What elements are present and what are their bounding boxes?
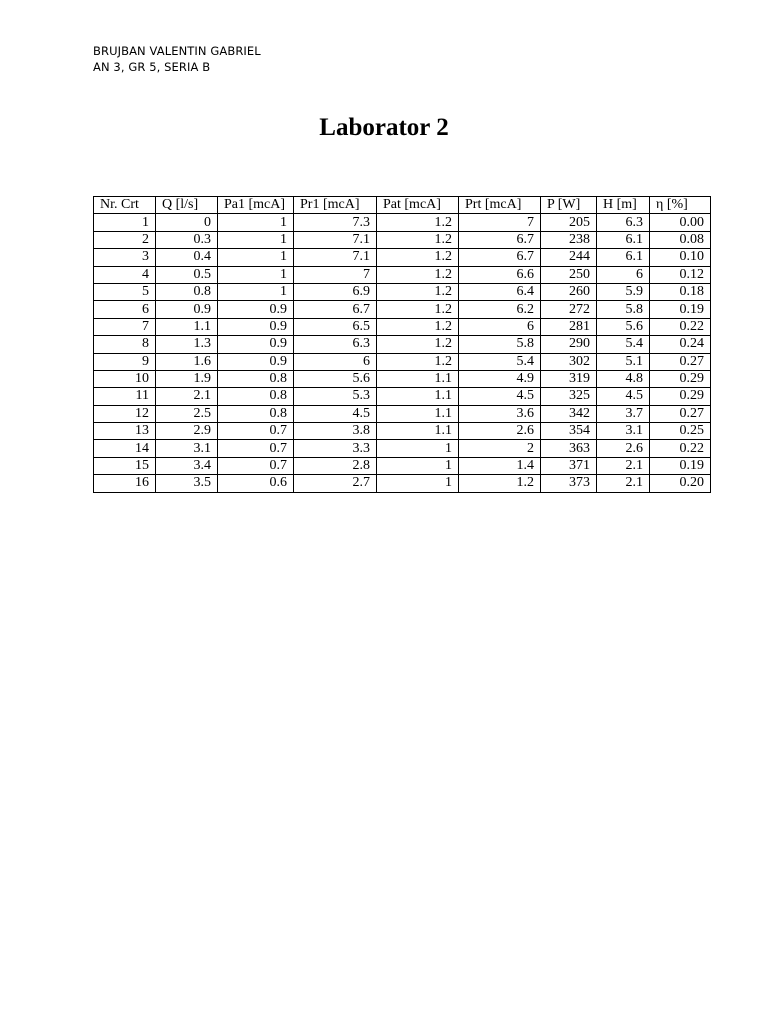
table-row <box>94 214 711 231</box>
table-cell: 1 <box>377 440 459 457</box>
table-cell: 373 <box>541 475 597 492</box>
table-cell: 2.8 <box>294 457 377 474</box>
table-cell: 6.5 <box>294 318 377 335</box>
column-header: Pa1 [mcA] <box>218 197 294 214</box>
table-body <box>94 214 711 492</box>
table-cell: 6.6 <box>459 266 541 283</box>
table-cell: 2 <box>459 440 541 457</box>
table-cell: 1 <box>218 283 294 300</box>
table-cell: 6.1 <box>597 249 650 266</box>
column-header: Nr. Crt <box>94 197 156 214</box>
table-cell: 8 <box>94 336 156 353</box>
table-cell: 0.9 <box>218 353 294 370</box>
table-cell: 16 <box>94 475 156 492</box>
table-cell: 205 <box>541 214 597 231</box>
table-row <box>94 266 711 283</box>
table-cell: 0.22 <box>650 440 711 457</box>
table-cell: 6.4 <box>459 283 541 300</box>
table-cell: 1.4 <box>459 457 541 474</box>
table-cell: 0.25 <box>650 423 711 440</box>
column-header: Pat [mcA] <box>377 197 459 214</box>
table-cell: 5.1 <box>597 353 650 370</box>
table-cell: 7.1 <box>294 231 377 248</box>
table-cell: 1.9 <box>156 370 218 387</box>
table-cell: 371 <box>541 457 597 474</box>
table-cell: 5.6 <box>294 370 377 387</box>
table-cell: 3.7 <box>597 405 650 422</box>
table-cell: 1.2 <box>377 214 459 231</box>
table-cell: 260 <box>541 283 597 300</box>
table-cell: 0.8 <box>156 283 218 300</box>
measurements-table <box>93 196 711 493</box>
table-cell: 342 <box>541 405 597 422</box>
table-cell: 3.4 <box>156 457 218 474</box>
table-row <box>94 353 711 370</box>
table-cell: 7.1 <box>294 249 377 266</box>
table-cell: 7 <box>94 318 156 335</box>
table-cell: 5 <box>94 283 156 300</box>
table-cell: 6.9 <box>294 283 377 300</box>
column-header: Q [l/s] <box>156 197 218 214</box>
table-cell: 0.20 <box>650 475 711 492</box>
table-cell: 2.7 <box>294 475 377 492</box>
table-cell: 4.5 <box>597 388 650 405</box>
table-cell: 0.12 <box>650 266 711 283</box>
column-header: H [m] <box>597 197 650 214</box>
table-cell: 7.3 <box>294 214 377 231</box>
table-cell: 2.1 <box>156 388 218 405</box>
author-header <box>93 43 261 75</box>
table-cell: 6 <box>94 301 156 318</box>
table-cell: 4.8 <box>597 370 650 387</box>
table-row <box>94 231 711 248</box>
table-cell: 0.00 <box>650 214 711 231</box>
table-cell: 1 <box>218 231 294 248</box>
table-cell: 0.24 <box>650 336 711 353</box>
table-cell: 5.8 <box>597 301 650 318</box>
table-cell: 1.2 <box>377 336 459 353</box>
table-cell: 6.7 <box>459 249 541 266</box>
table-cell: 0.7 <box>218 423 294 440</box>
author-name: BRUJBAN VALENTIN GABRIEL <box>93 44 261 58</box>
table-row <box>94 423 711 440</box>
table-row <box>94 249 711 266</box>
table-cell: 2.9 <box>156 423 218 440</box>
table-cell: 1 <box>377 475 459 492</box>
table-header-row <box>94 197 711 214</box>
table-row <box>94 475 711 492</box>
table-cell: 14 <box>94 440 156 457</box>
table-cell: 0.08 <box>650 231 711 248</box>
table-cell: 0.7 <box>218 440 294 457</box>
table-cell: 7 <box>459 214 541 231</box>
table-cell: 354 <box>541 423 597 440</box>
table-cell: 4.9 <box>459 370 541 387</box>
table-cell: 0.5 <box>156 266 218 283</box>
column-header: Pr1 [mcA] <box>294 197 377 214</box>
table-cell: 6.7 <box>294 301 377 318</box>
table-row <box>94 370 711 387</box>
table-cell: 0.7 <box>218 457 294 474</box>
table-row <box>94 405 711 422</box>
table-cell: 5.9 <box>597 283 650 300</box>
table-cell: 250 <box>541 266 597 283</box>
table-cell: 12 <box>94 405 156 422</box>
table-cell: 6 <box>459 318 541 335</box>
table-cell: 281 <box>541 318 597 335</box>
table-cell: 0 <box>156 214 218 231</box>
table-cell: 1.2 <box>377 283 459 300</box>
table-row <box>94 457 711 474</box>
table-cell: 5.4 <box>459 353 541 370</box>
table-cell: 6 <box>294 353 377 370</box>
table-cell: 1.6 <box>156 353 218 370</box>
table-cell: 1.2 <box>377 353 459 370</box>
table-cell: 10 <box>94 370 156 387</box>
table-row <box>94 301 711 318</box>
table-cell: 3.1 <box>597 423 650 440</box>
table-cell: 0.8 <box>218 405 294 422</box>
table-cell: 363 <box>541 440 597 457</box>
table-cell: 4.5 <box>294 405 377 422</box>
table-cell: 6.7 <box>459 231 541 248</box>
table-cell: 0.9 <box>218 336 294 353</box>
column-header: P [W] <box>541 197 597 214</box>
table-cell: 2.6 <box>459 423 541 440</box>
table-cell: 1 <box>218 214 294 231</box>
table-cell: 2 <box>94 231 156 248</box>
table-cell: 7 <box>294 266 377 283</box>
table-cell: 244 <box>541 249 597 266</box>
table-cell: 3.3 <box>294 440 377 457</box>
table-cell: 2.1 <box>597 475 650 492</box>
table-cell: 0.18 <box>650 283 711 300</box>
table-cell: 0.10 <box>650 249 711 266</box>
page-title: Laborator 2 <box>319 114 449 141</box>
table-cell: 0.8 <box>218 370 294 387</box>
table-cell: 5.8 <box>459 336 541 353</box>
table-cell: 1.1 <box>377 370 459 387</box>
table-cell: 1.2 <box>377 266 459 283</box>
table-cell: 1 <box>218 249 294 266</box>
table-cell: 0.9 <box>156 301 218 318</box>
table-cell: 6.3 <box>597 214 650 231</box>
table-row <box>94 318 711 335</box>
table-cell: 0.22 <box>650 318 711 335</box>
table-cell: 1.1 <box>377 423 459 440</box>
table-cell: 1.3 <box>156 336 218 353</box>
table-cell: 3.8 <box>294 423 377 440</box>
table-cell: 0.27 <box>650 405 711 422</box>
table-cell: 2.1 <box>597 457 650 474</box>
table-cell: 1 <box>94 214 156 231</box>
table-row <box>94 388 711 405</box>
table-cell: 6.3 <box>294 336 377 353</box>
column-header: Prt [mcA] <box>459 197 541 214</box>
table-cell: 319 <box>541 370 597 387</box>
table-cell: 6.1 <box>597 231 650 248</box>
table-cell: 1.2 <box>377 249 459 266</box>
table-cell: 5.3 <box>294 388 377 405</box>
table-cell: 0.6 <box>218 475 294 492</box>
column-header: η [%] <box>650 197 711 214</box>
table-cell: 13 <box>94 423 156 440</box>
table-cell: 2.5 <box>156 405 218 422</box>
table-cell: 0.19 <box>650 457 711 474</box>
table-row <box>94 336 711 353</box>
table-cell: 1.1 <box>377 405 459 422</box>
table-cell: 5.6 <box>597 318 650 335</box>
table-cell: 302 <box>541 353 597 370</box>
table-cell: 0.29 <box>650 388 711 405</box>
table-row <box>94 283 711 300</box>
table-cell: 0.8 <box>218 388 294 405</box>
table-cell: 4.5 <box>459 388 541 405</box>
table-cell: 5.4 <box>597 336 650 353</box>
table-cell: 1.1 <box>156 318 218 335</box>
table-cell: 9 <box>94 353 156 370</box>
table-cell: 1.2 <box>377 318 459 335</box>
author-group: AN 3, GR 5, SERIA B <box>93 60 211 74</box>
table-cell: 3.6 <box>459 405 541 422</box>
table-cell: 1.2 <box>377 231 459 248</box>
table-cell: 0.3 <box>156 231 218 248</box>
table-cell: 15 <box>94 457 156 474</box>
table-cell: 1.1 <box>377 388 459 405</box>
table-cell: 290 <box>541 336 597 353</box>
table-cell: 0.19 <box>650 301 711 318</box>
table-cell: 325 <box>541 388 597 405</box>
table-cell: 0.27 <box>650 353 711 370</box>
table-cell: 4 <box>94 266 156 283</box>
table-cell: 6 <box>597 266 650 283</box>
table-row <box>94 440 711 457</box>
table-cell: 0.9 <box>218 318 294 335</box>
table-cell: 1 <box>377 457 459 474</box>
table-cell: 3 <box>94 249 156 266</box>
table-cell: 2.6 <box>597 440 650 457</box>
table-cell: 6.2 <box>459 301 541 318</box>
table-cell: 1 <box>218 266 294 283</box>
table-cell: 1.2 <box>459 475 541 492</box>
table-cell: 272 <box>541 301 597 318</box>
table-cell: 238 <box>541 231 597 248</box>
table-cell: 0.9 <box>218 301 294 318</box>
table-cell: 0.4 <box>156 249 218 266</box>
table-cell: 0.29 <box>650 370 711 387</box>
table-cell: 3.1 <box>156 440 218 457</box>
table-cell: 3.5 <box>156 475 218 492</box>
table-cell: 1.2 <box>377 301 459 318</box>
table-cell: 11 <box>94 388 156 405</box>
